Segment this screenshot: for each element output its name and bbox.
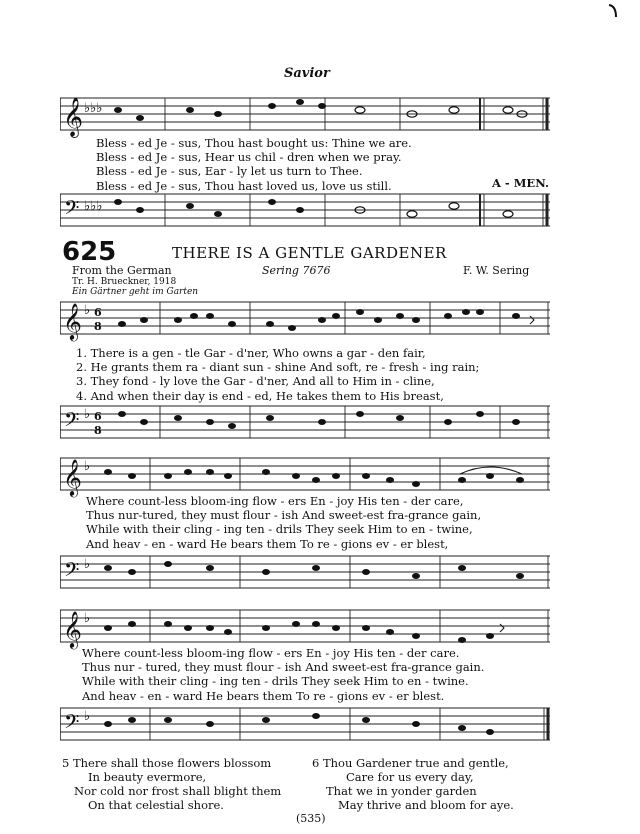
page-number: (535) bbox=[296, 812, 326, 825]
bass-staff-1 bbox=[60, 400, 550, 446]
treble-staff-2 bbox=[60, 448, 550, 500]
svg-text:𝄞: 𝄞 bbox=[63, 610, 82, 648]
lyric-line: And heav - en - ward He bears them To re - gions ev - er blest, bbox=[86, 536, 449, 551]
svg-text:8: 8 bbox=[94, 320, 102, 333]
svg-text:6: 6 bbox=[94, 410, 102, 423]
svg-text:♭: ♭ bbox=[84, 303, 91, 318]
svg-text:𝄢: 𝄢 bbox=[64, 558, 80, 586]
hymn-original-title: Ein Gärtner geht im Garten bbox=[72, 287, 199, 297]
amen-text: A - MEN. bbox=[492, 176, 549, 190]
stanza-line: May thrive and bloom for aye. bbox=[338, 798, 514, 812]
hymn-number: 625 bbox=[62, 237, 117, 267]
bass-staff-top bbox=[60, 188, 550, 238]
svg-text:♭: ♭ bbox=[84, 709, 91, 724]
svg-text:𝄢: 𝄢 bbox=[64, 408, 80, 436]
lyric-line: While with their cling - ing ten - drils They seek Him to en - twine, bbox=[86, 522, 473, 537]
svg-text:𝄢: 𝄢 bbox=[64, 196, 80, 224]
treble-staff-1 bbox=[60, 294, 550, 344]
lyric-line: While with their cling - ing ten - drils They seek Him to en - twine. bbox=[82, 674, 469, 689]
svg-text:𝄞: 𝄞 bbox=[63, 302, 82, 340]
lyric-line: 1. There is a gen - tle Gar - d'ner, Who owns a gar - den fair, bbox=[76, 346, 426, 360]
svg-text:♭♭♭: ♭♭♭ bbox=[84, 199, 103, 214]
svg-text:6: 6 bbox=[94, 306, 102, 319]
lyric-line: Where count-less bloom-ing flow - ers En - joy His ten - der care, bbox=[86, 494, 464, 508]
lyric-line: And heav - en - ward He bears them To re - gions ev - er blest. bbox=[82, 688, 445, 703]
lyric-line: 3. They fond - ly love the Gar - d'ner, And all to Him in - cline, bbox=[76, 374, 435, 389]
svg-text:♭: ♭ bbox=[84, 459, 91, 474]
hymn-source: From the German bbox=[72, 264, 172, 277]
system3-lyrics bbox=[82, 646, 582, 703]
composer: F. W. Sering bbox=[463, 264, 530, 277]
lyric-line: Where count-less bloom-ing flow - ers En - joy His ten - der care. bbox=[82, 646, 460, 660]
svg-text:𝄞: 𝄞 bbox=[63, 97, 84, 137]
stanza-6 bbox=[312, 756, 514, 812]
treble-staff-3 bbox=[60, 600, 550, 652]
lyric-line: 4. And when their day is end - ed, He takes them to His breast, bbox=[76, 388, 444, 403]
lyric-line: Bless - ed Je - sus, Hear us chil - dren when we pray. bbox=[96, 150, 402, 165]
bass-staff-3 bbox=[60, 702, 550, 748]
lyric-line: Thus nur-tured, they must flour - ish And sweet-est fra-grance gain, bbox=[86, 508, 482, 523]
hymn-translator: Tr. H. Brueckner, 1918 bbox=[72, 277, 177, 287]
svg-text:♭: ♭ bbox=[84, 557, 91, 572]
corner-mark-icon bbox=[608, 4, 618, 18]
svg-text:♭: ♭ bbox=[84, 611, 91, 626]
lyric-line: Bless - ed Je - sus, Thou hast loved us, love us still. bbox=[96, 178, 392, 193]
svg-text:8: 8 bbox=[94, 424, 102, 437]
lyric-line: Thus nur - tured, they must flour - ish And sweet-est fra-grance gain. bbox=[82, 660, 485, 675]
svg-text:♭♭♭: ♭♭♭ bbox=[84, 101, 103, 116]
stanza-line: 5 There shall those flowers blossom bbox=[62, 756, 272, 770]
bass-staff-2 bbox=[60, 550, 550, 596]
stanza-line: Nor cold nor frost shall blight them bbox=[74, 784, 282, 798]
hymn-title: THERE IS A GENTLE GARDENER bbox=[172, 244, 447, 262]
stanza-line: That we in yonder garden bbox=[326, 784, 477, 798]
svg-text:𝄞: 𝄞 bbox=[63, 458, 82, 496]
lyric-line: Bless - ed Je - sus, Ear - ly let us turn to Thee. bbox=[96, 164, 363, 179]
svg-text:♭: ♭ bbox=[84, 407, 91, 422]
svg-text:𝄢: 𝄢 bbox=[64, 710, 80, 738]
tune-name: Savior bbox=[284, 66, 330, 81]
tune-meter: Sering 7676 bbox=[262, 264, 331, 277]
lyric-line: 2. He grants them ra - diant sun - shine And soft, re - fresh - ing rain; bbox=[76, 360, 480, 375]
stanza-line: Care for us every day, bbox=[346, 770, 474, 784]
system1-lyrics bbox=[76, 346, 576, 403]
stanza-line: On that celestial shore. bbox=[88, 798, 224, 812]
stanza-line: 6 Thou Gardener true and gentle, bbox=[312, 756, 509, 770]
lyric-line: Bless - ed Je - sus, Thou hast bought us: Thine we are. bbox=[96, 136, 412, 150]
stanza-5 bbox=[62, 756, 281, 812]
stanza-line: In beauty evermore, bbox=[88, 770, 207, 784]
system2-lyrics bbox=[86, 494, 586, 551]
